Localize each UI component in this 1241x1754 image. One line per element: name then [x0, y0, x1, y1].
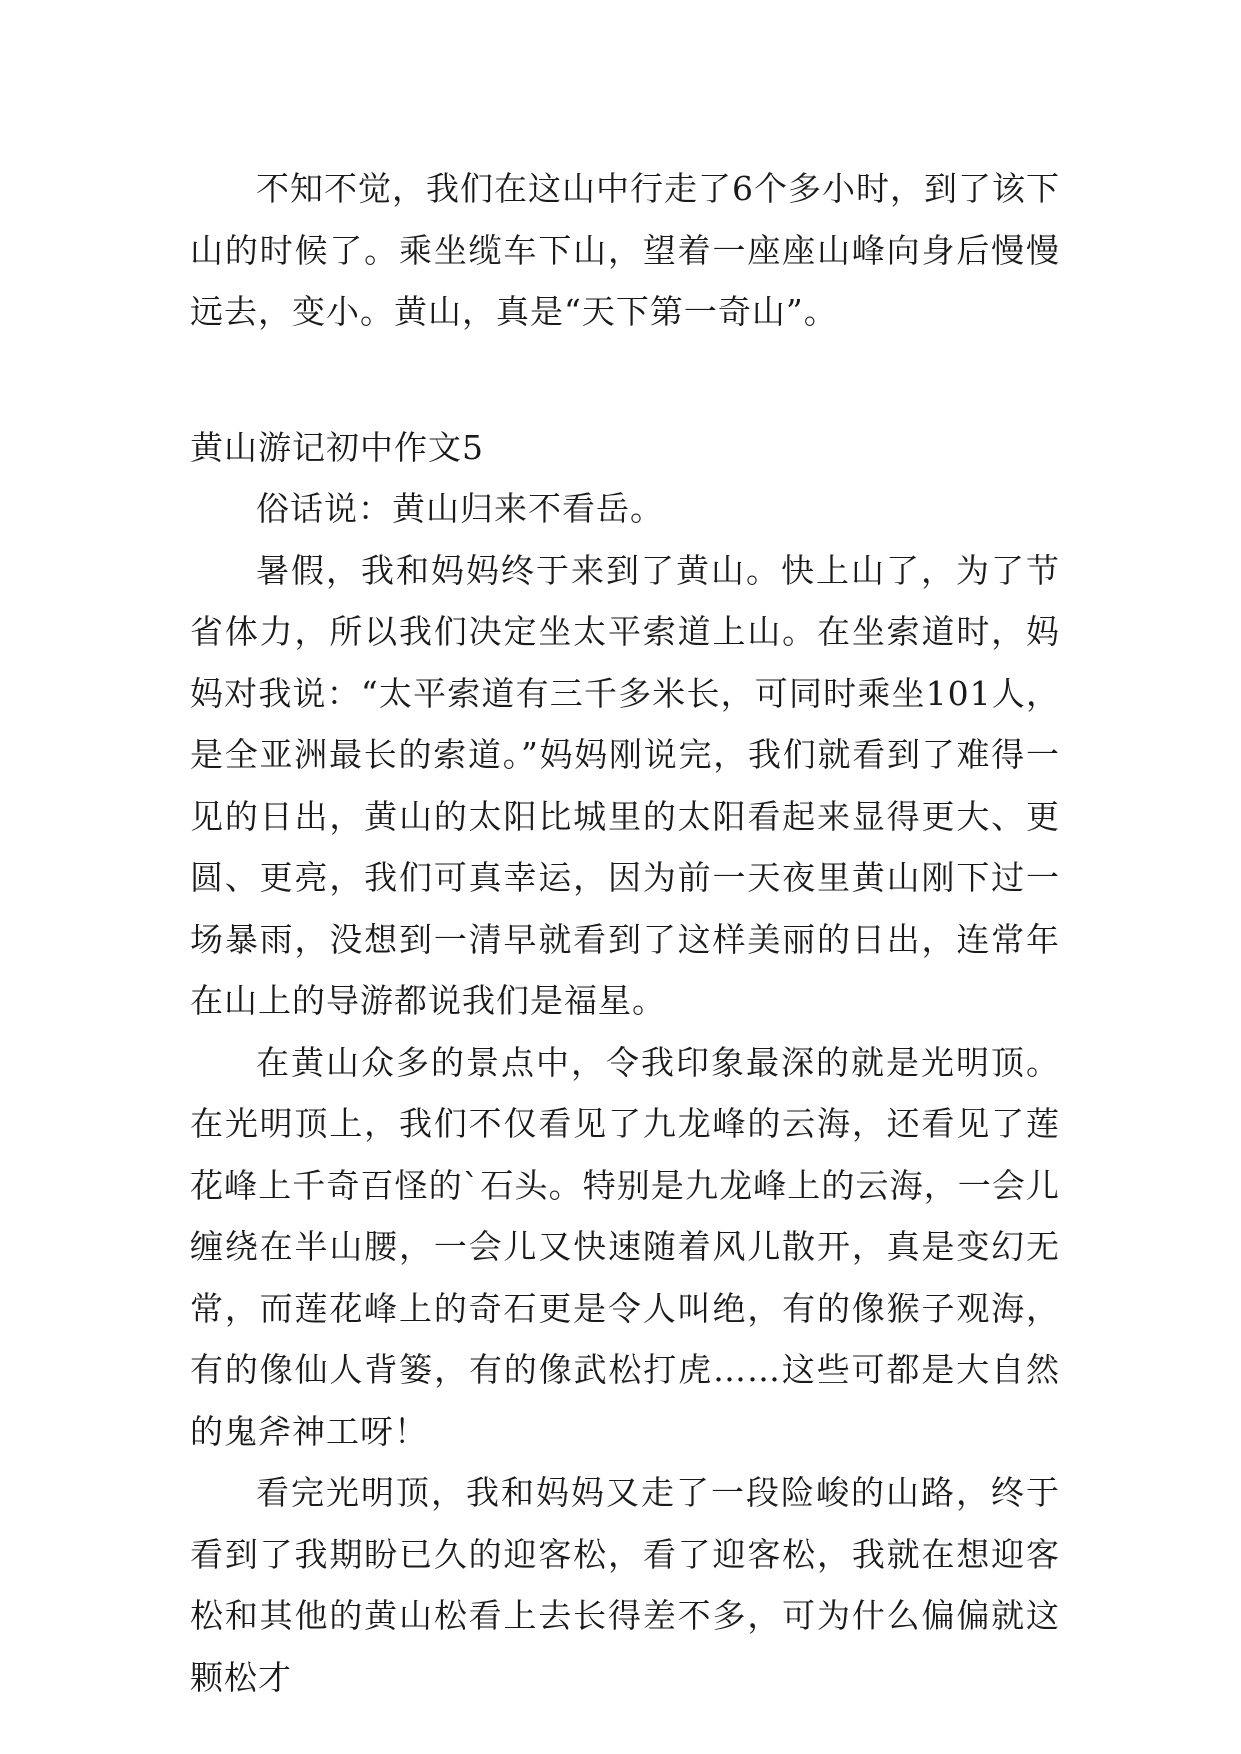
section-title: 黄山游记初中作文5 [190, 427, 484, 467]
body-paragraph-2: 暑假，我和妈妈终于来到了黄山。快上山了，为了节省体力，所以我们决定坐太平索道上山。在坐索道时，妈妈对我说：“太平索道有三千多米长，可同时乘坐101人，是全亚洲最长的索道。”妈妈刚说完，我们就看到了难得一见的日出，黄山的太阳比城里的太阳看起来显得更大、更圆、更亮，我们可真幸运，因为前一天夜里黄山刚下过一场暴雨，没想到一清早就看到了这样美丽的日出，连常年在山上的导游都说我们是福星。 [190, 550, 1060, 1020]
body-paragraph-3: 在黄山众多的景点中，令我印象最深的就是光明顶。在光明顶上，我们不仅看见了九龙峰的云海，还看见了莲花峰上千奇百怪的`石头。特别是九龙峰上的云海，一会儿缠绕在半山腰，一会儿又快速随着风儿散开，真是变幻无常，而莲花峰上的奇石更是令人叫绝，有的像猴子观海，有的像仙人背篓，有的像武松打虎……这些可都是大自然的鬼斧神工呀！ [190, 1042, 1060, 1451]
section-spacer [190, 343, 1060, 417]
intro-paragraph: 不知不觉，我们在这山中行走了6个多小时，到了该下山的时候了。乘坐缆车下山，望着一座座山峰向身后慢慢远去，变小。黄山，真是“天下第一奇山”。 [190, 169, 1060, 331]
document-page [190, 158, 1060, 1708]
body-paragraph-1: 俗话说：黄山归来不看岳。 [256, 489, 664, 528]
body-paragraph-4: 看完光明顶，我和妈妈又走了一段险峻的山路，终于看到了我期盼已久的迎客松，看了迎客松，我就在想迎客松和其他的黄山松看上去长得差不多，可为什么偏偏就这颗松才 [190, 1473, 1060, 1697]
